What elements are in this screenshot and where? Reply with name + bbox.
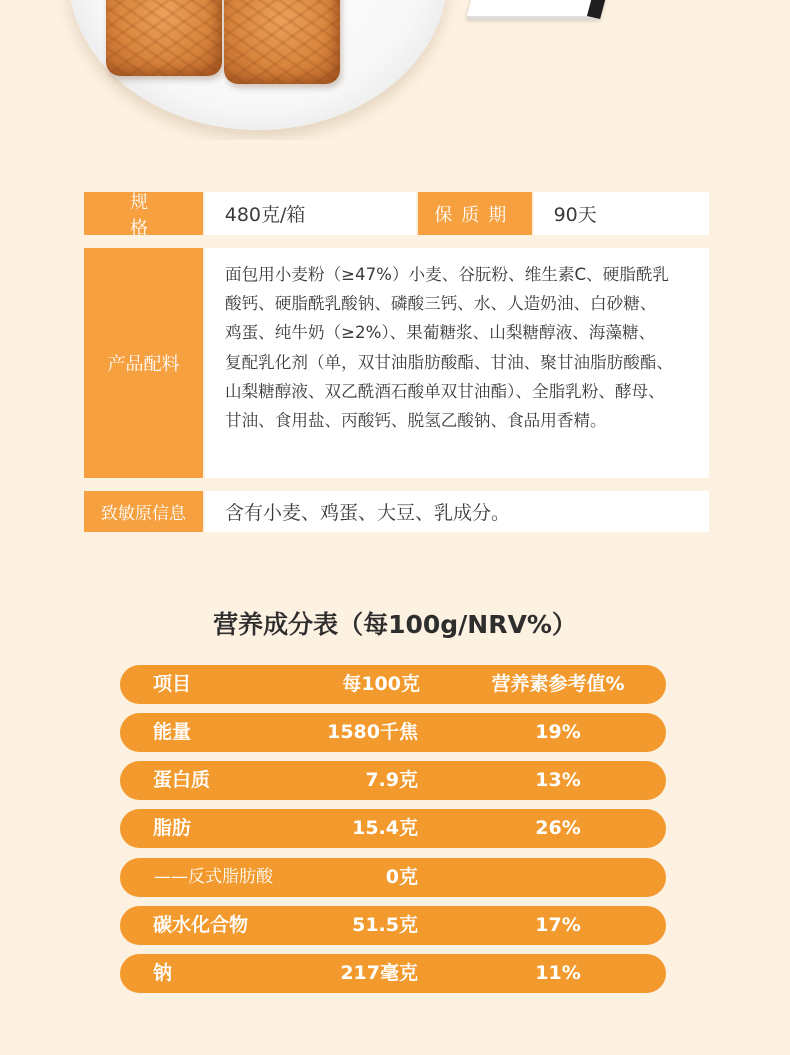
ingredients-line: 鸡蛋、纯牛奶（≥2%）、果葡糖浆、山梨糖醇液、海藻糖、 — [225, 323, 656, 343]
ingredients-line: 山梨糖醇液、双乙酰酒石酸单双甘油酯）、全脂乳粉、酵母、 — [225, 381, 665, 401]
nutrient-nrv: 19% — [535, 721, 581, 743]
nutrient-amount: 0克 — [385, 866, 418, 888]
nutrient-name: 能量 — [153, 721, 192, 743]
nutrient-name: ——反式脂肪酸 — [154, 867, 273, 887]
nutrition-row-trans-fat — [120, 858, 666, 897]
nutrient-nrv: 11% — [535, 962, 581, 984]
bread-cube-left-image — [106, 0, 222, 76]
nutrition-row-carbohydrate — [120, 906, 666, 945]
allergen-row — [84, 491, 709, 532]
nutrient-amount: 15.4克 — [352, 817, 418, 839]
nutrient-name: 蛋白质 — [153, 769, 211, 791]
product-photo — [0, 0, 790, 140]
nutrition-title: 营养成分表（每100g/NRV%） — [213, 610, 577, 639]
shelf-life-label: 保质期 — [418, 192, 532, 235]
shelf-life-value: 90天 — [534, 192, 709, 235]
nutrition-row-energy — [120, 713, 666, 752]
spec-row — [84, 191, 709, 239]
ingredients-line: 甘油、食用盐、丙酸钙、脱氢乙酸钠、食品用香精。 — [225, 411, 607, 431]
header-nrv: 营养素参考值% — [491, 673, 625, 695]
header-per100: 每100克 — [342, 673, 420, 695]
nutrient-amount: 7.9克 — [365, 769, 418, 791]
ingredients-line: 复配乳化剂（单，双甘油脂肪酸酯、甘油、聚甘油脂肪酸酯、 — [225, 352, 674, 372]
spec-label: 规格 — [84, 192, 203, 235]
nutrient-amount: 1580千焦 — [327, 721, 418, 743]
nutrition-row-sodium — [120, 954, 666, 993]
ingredients-label: 产品配料 — [84, 248, 203, 478]
ingredients-row — [84, 248, 709, 478]
nutrition-row-fat — [120, 809, 666, 848]
package-box-image — [466, 0, 608, 19]
nutrient-nrv: 26% — [535, 817, 581, 839]
allergen-value: 含有小麦、鸡蛋、大豆、乳成分。 — [205, 491, 709, 532]
nutrient-nrv: 13% — [535, 769, 581, 791]
ingredients-line: 面包用小麦粉（≥47%）小麦、谷朊粉、维生素C、硬脂酰乳 — [225, 265, 670, 284]
nutrient-amount: 51.5克 — [352, 914, 418, 936]
allergen-label: 致敏原信息 — [84, 491, 203, 532]
nutrient-amount: 217毫克 — [340, 962, 418, 984]
nutrient-name: 钠 — [153, 962, 173, 984]
nutrition-header-row — [120, 665, 666, 704]
spec-value: 480克/箱 — [205, 192, 416, 235]
nutrient-nrv: 17% — [535, 914, 581, 936]
header-item: 项目 — [153, 673, 192, 695]
ingredients-text — [205, 248, 709, 478]
nutrient-name: 碳水化合物 — [153, 914, 249, 936]
ingredients-line: 酸钙、硬脂酰乳酸钠、磷酸三钙、水、人造奶油、白砂糖、 — [225, 294, 657, 314]
nutrition-row-protein — [120, 761, 666, 800]
bread-cube-right-image — [224, 0, 340, 84]
nutrient-name: 脂肪 — [153, 817, 192, 839]
